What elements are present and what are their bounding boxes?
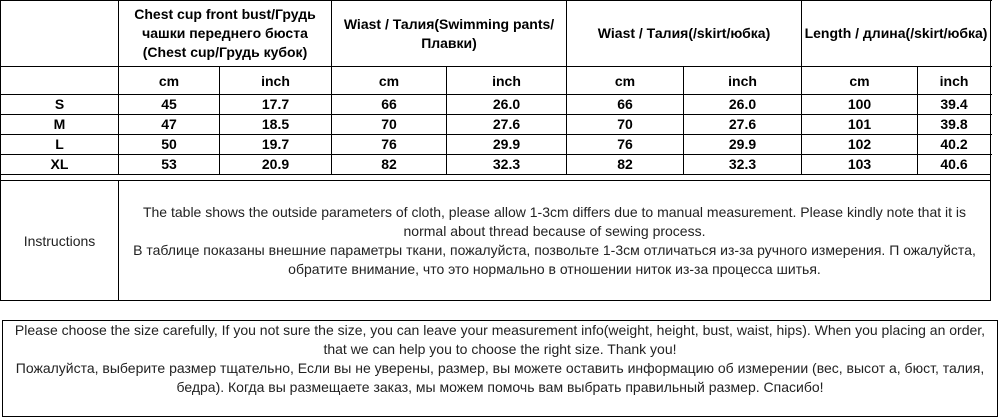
table-cell: 50	[119, 135, 220, 155]
unit-cell: cm	[802, 67, 918, 95]
table-row	[1, 135, 991, 155]
header-waist-pants: Wiast / Талия(Swimming pants/Плавки)	[332, 1, 567, 67]
table-cell: 17.7	[220, 95, 332, 115]
header-empty-cell	[1, 1, 119, 67]
table-cell: 29.9	[684, 135, 802, 155]
table-cell: 101	[802, 115, 918, 135]
size-label: XL	[1, 155, 119, 175]
table-cell: 82	[332, 155, 447, 175]
size-label: M	[1, 115, 119, 135]
instructions-row	[1, 181, 991, 301]
table-cell: 26.0	[447, 95, 567, 115]
table-cell: 40.2	[918, 135, 991, 155]
table-cell: 66	[332, 95, 447, 115]
unit-empty-cell	[1, 67, 119, 95]
unit-cell: inch	[220, 67, 332, 95]
header-length-skirt: Length / длина(/skirt/юбка)	[802, 1, 991, 67]
unit-cell: cm	[332, 67, 447, 95]
instructions-text	[119, 181, 991, 301]
table-cell: 20.9	[220, 155, 332, 175]
table-cell: 70	[567, 115, 684, 135]
table-cell: 39.4	[918, 95, 991, 115]
table-row	[1, 155, 991, 175]
table-cell: 29.9	[447, 135, 567, 155]
table-cell: 32.3	[447, 155, 567, 175]
table-cell: 76	[332, 135, 447, 155]
header-chest-cup: Chest cup front bust/Грудь чашки переднего бюста (Chest cup/Грудь кубок)	[119, 1, 332, 67]
table-cell: 18.5	[220, 115, 332, 135]
table-cell: 19.7	[220, 135, 332, 155]
table-cell: 70	[332, 115, 447, 135]
table-cell: 103	[802, 155, 918, 175]
order-notice	[2, 320, 998, 417]
table-cell: 27.6	[684, 115, 802, 135]
header-waist-skirt: Wiast / Талия(/skirt/юбка)	[567, 1, 802, 67]
size-label: L	[1, 135, 119, 155]
table-cell: 76	[567, 135, 684, 155]
unit-cell: inch	[447, 67, 567, 95]
unit-row	[1, 67, 991, 95]
instructions-label: Instructions	[1, 181, 119, 301]
instructions-text-en: The table shows the outside parameters of cloth, please allow 1-3cm differs due to manual measurement. Please kindly note that it is normal about thread because of sewing process.	[142, 203, 967, 239]
table-cell: 82	[567, 155, 684, 175]
header-row	[1, 1, 991, 67]
table-cell: 47	[119, 115, 220, 135]
table-cell: 40.6	[918, 155, 991, 175]
table-cell: 45	[119, 95, 220, 115]
table-cell: 100	[802, 95, 918, 115]
table-cell: 32.3	[684, 155, 802, 175]
table-cell: 53	[119, 155, 220, 175]
notice-text-en: Please choose the size carefully, If you not sure the size, you can leave your measurement info(weight, height, bust, waist, hips). When you placing an order, that we can help you to choose the right size. Thank you!	[14, 322, 986, 357]
size-label: S	[1, 95, 119, 115]
instructions-text-ru: В таблице показаны внешние параметры ткани, пожалуйста, позвольте 1-3см отличаться из-за ручного измерения. П ожалуйста, обратите внимание, что это нормально в отношении ниток из-за процесса шитья.	[133, 241, 976, 277]
table-cell: 27.6	[447, 115, 567, 135]
unit-cell: cm	[119, 67, 220, 95]
table-row	[1, 95, 991, 115]
table-row	[1, 115, 991, 135]
table-cell: 26.0	[684, 95, 802, 115]
unit-cell: inch	[918, 67, 991, 95]
table-cell: 39.8	[918, 115, 991, 135]
unit-cell: cm	[567, 67, 684, 95]
table-cell: 66	[567, 95, 684, 115]
notice-text-ru: Пожалуйста, выберите размер тщательно, Если вы не уверены, размер, вы можете оставить информацию об измерении (вес, высот а, бюст, талия, бедра). Когда вы размещаете заказ, мы можем помочь вам выбрать правильный размер. Спасибо!	[15, 360, 985, 395]
unit-cell: inch	[684, 67, 802, 95]
table-cell: 102	[802, 135, 918, 155]
